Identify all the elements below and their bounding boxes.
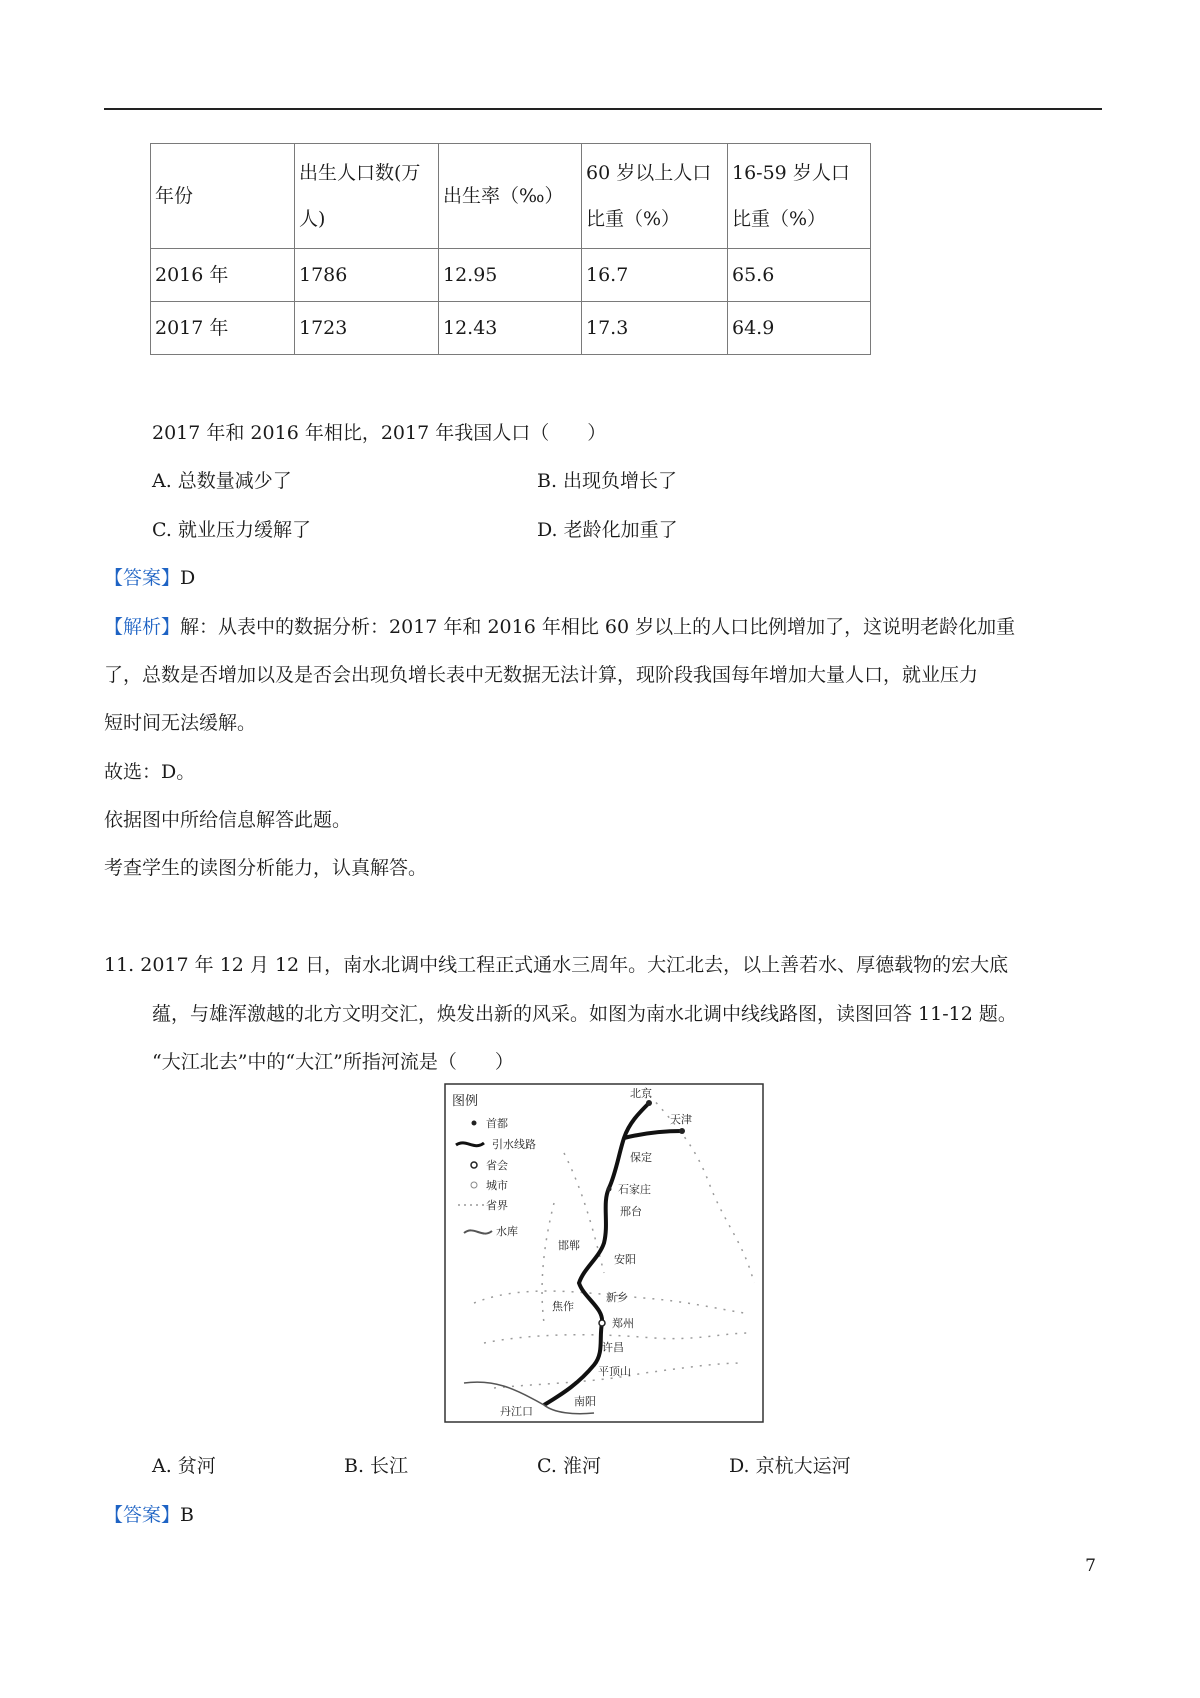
place-xuchang: 许昌 — [602, 1341, 624, 1354]
table-cell: 12.43 — [439, 302, 582, 355]
legend-route: 引水线路 — [492, 1138, 536, 1151]
place-nanyang: 南阳 — [574, 1395, 596, 1408]
q11-answer-tag: 【答案】 — [104, 1504, 181, 1526]
q11-answer-value: B — [180, 1504, 194, 1526]
header-cell-60plus — [582, 144, 728, 249]
question-11-line-3: “大江北去”中的“大江”所指河流是（ ） — [152, 1051, 514, 1073]
legend-capital: 首都 — [486, 1117, 508, 1130]
question-11-line-1: 11. 2017 年 12 月 12 日，南水北调中线工程正式通水三周年。大江北去，以上善若水、厚德载物的宏大底 — [104, 954, 1009, 976]
q11-option-c: C. 淮河 — [537, 1455, 601, 1477]
zhengzhou-marker — [599, 1320, 605, 1326]
option-b: B. 出现负增长了 — [537, 470, 678, 492]
answer-value: D — [180, 567, 196, 589]
place-shijiazhuang: 石家庄 — [618, 1183, 651, 1196]
q11-option-d: D. 京杭大运河 — [729, 1455, 851, 1477]
place-pingdingshan: 平顶山 — [598, 1365, 631, 1378]
table-cell: 1723 — [295, 302, 439, 355]
header-cell-birth-rate — [439, 144, 582, 249]
analysis-line-1 — [104, 612, 1015, 639]
analysis-line-3: 短时间无法缓解。 — [104, 712, 257, 734]
table-cell: 16.7 — [582, 249, 728, 302]
place-zhengzhou: 郑州 — [612, 1317, 634, 1330]
header-rule — [104, 108, 1102, 110]
header-text: 16-59 岁人口 — [732, 162, 850, 184]
table-row — [151, 249, 871, 302]
q11-answer-line — [104, 1500, 194, 1527]
analysis-text: 解：从表中的数据分析：2017 年和 2016 年相比 60 岁以上的人口比例增加了，这说明老龄化加重 — [180, 616, 1016, 638]
note-line-2: 考查学生的读图分析能力，认真解答。 — [104, 857, 428, 879]
legend-boundary: 省界 — [486, 1199, 508, 1212]
legend-city: 城市 — [486, 1179, 508, 1192]
header-text: 60 岁以上人口 — [586, 162, 712, 184]
header-text: 出生率（‰） — [443, 185, 564, 207]
header-text: 比重（%） — [586, 208, 681, 230]
analysis-tag: 【解析】 — [104, 616, 181, 638]
beijing-marker — [646, 1100, 652, 1106]
place-jiaozuo: 焦作 — [552, 1300, 574, 1313]
provincial-capital-symbol — [471, 1162, 477, 1168]
table-row — [151, 302, 871, 355]
page-number: 7 — [1085, 1556, 1096, 1576]
header-cell-year — [151, 144, 295, 249]
place-xinxiang: 新乡 — [606, 1291, 628, 1304]
header-text: 年份 — [155, 185, 194, 207]
header-cell-births — [295, 144, 439, 249]
place-anyang: 安阳 — [614, 1253, 636, 1266]
analysis-line-2: 了，总数是否增加以及是否会出现负增长表中无数据无法计算，现阶段我国每年增加大量人口，就业压力 — [104, 664, 979, 686]
question-10-stem: 2017 年和 2016 年相比，2017 年我国人口（ ） — [152, 422, 607, 444]
table-cell: 2017 年 — [151, 302, 295, 355]
capital-symbol — [472, 1121, 477, 1126]
table-cell: 65.6 — [728, 249, 871, 302]
q11-option-b: B. 长江 — [344, 1455, 409, 1477]
header-text: 人) — [299, 208, 326, 230]
population-table — [150, 143, 871, 355]
place-handan: 邯郸 — [558, 1239, 580, 1252]
place-tianjin: 天津 — [670, 1113, 692, 1126]
place-beijing: 北京 — [630, 1087, 652, 1100]
city-symbol — [471, 1182, 477, 1188]
place-danjiangkou: 丹江口 — [500, 1405, 533, 1418]
legend-title: 图例 — [452, 1094, 479, 1109]
question-11-line-2: 蕴，与雄浑激越的北方文明交汇，焕发出新的风采。如图为南水北调中线线路图，读图回答 11-12 题。 — [152, 1003, 1017, 1025]
option-c: C. 就业压力缓解了 — [152, 519, 311, 541]
header-cell-16to59 — [728, 144, 871, 249]
table-cell: 2016 年 — [151, 249, 295, 302]
shijiazhuang-marker — [607, 1187, 612, 1192]
table-header-row — [151, 144, 871, 249]
header-text: 出生人口数(万 — [299, 162, 421, 184]
table-cell: 64.9 — [728, 302, 871, 355]
legend-reservoir: 水库 — [496, 1225, 518, 1238]
answer-line — [104, 563, 195, 590]
table-cell: 17.3 — [582, 302, 728, 355]
option-d: D. 老龄化加重了 — [537, 519, 678, 541]
note-line-1: 依据图中所给信息解答此题。 — [104, 809, 352, 831]
place-baoding: 保定 — [630, 1151, 652, 1164]
choose-line: 故选：D。 — [104, 761, 196, 783]
table-cell: 12.95 — [439, 249, 582, 302]
tianjin-marker — [679, 1128, 685, 1134]
place-xingtai: 邢台 — [620, 1205, 642, 1218]
table-cell: 1786 — [295, 249, 439, 302]
answer-tag: 【答案】 — [104, 567, 181, 589]
legend-provincial-capital: 省会 — [486, 1159, 508, 1172]
option-a: A. 总数量减少了 — [152, 470, 292, 492]
water-diversion-map — [444, 1083, 764, 1423]
q11-option-a: A. 贫河 — [152, 1455, 216, 1477]
header-text: 比重（%） — [732, 208, 827, 230]
